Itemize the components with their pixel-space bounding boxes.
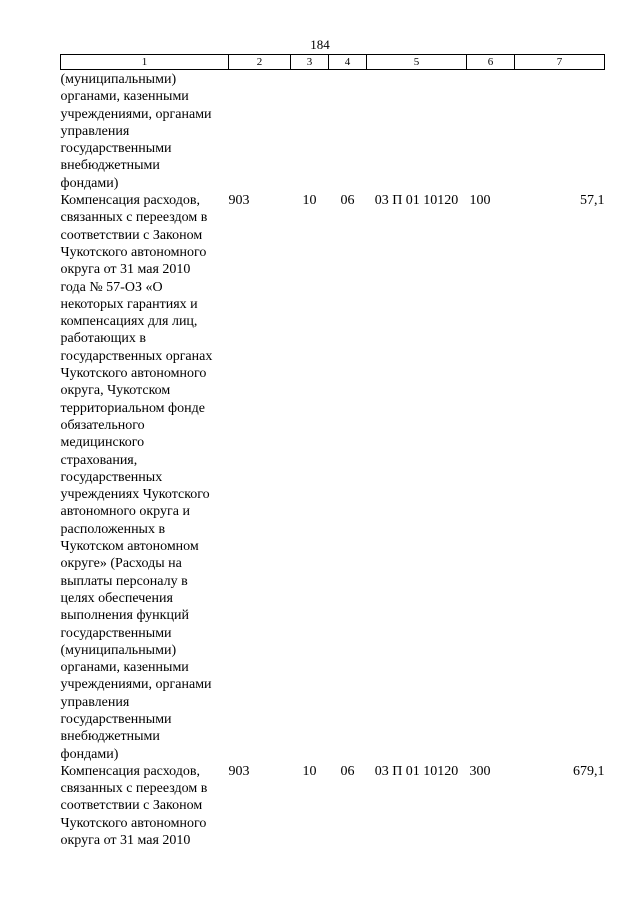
item-name-line: учреждениях Чукотского [60, 487, 210, 503]
item-name-line: органами, казенными [60, 89, 189, 105]
item-name-cell [61, 71, 229, 192]
budget-table [60, 54, 605, 849]
item-name-line: фондами) [60, 746, 119, 762]
item-name-line: управления [60, 694, 130, 710]
item-name-line: Чукотского автономного [60, 366, 207, 382]
item-name-line: целях обеспечения [60, 590, 173, 606]
item-name-line: государственными [60, 141, 172, 157]
item-name-line: государственных органах [60, 348, 213, 364]
table-row [61, 763, 605, 849]
item-name-line: Компенсация расходов, [60, 763, 200, 779]
item-name-line: страхования, [60, 452, 138, 468]
item-name-line: государственными [60, 625, 172, 641]
item-name-line: учреждениями, органами [60, 677, 212, 693]
item-name-line: связанных с переездом в [60, 781, 208, 797]
csr-cell [367, 71, 467, 192]
csr-cell: 03 П 01 10120 [374, 193, 459, 209]
razdel-cell: 10 [302, 763, 317, 779]
item-name-line: года № 57-ОЗ «О [60, 279, 163, 295]
item-name-line: Чукотском автономном [60, 539, 199, 555]
item-name-line: управления [60, 123, 130, 139]
item-name-line: органами, казенными [60, 660, 189, 676]
item-name-line: (муниципальными) [60, 72, 177, 87]
item-name-line: связанных с переездом в [60, 210, 208, 226]
header-row [61, 55, 605, 70]
item-name-line: работающих в [60, 331, 146, 347]
grbs-cell: 903 [228, 193, 250, 209]
item-name-line: некоторых гарантиях и [60, 296, 198, 312]
item-name-line: учреждениями, органами [60, 106, 212, 122]
vr-cell: 100 [469, 193, 491, 209]
item-name-line: округе» (Расходы на [60, 556, 182, 572]
item-name-line: внебюджетными [60, 729, 160, 745]
sum-cell: 57,1 [580, 193, 605, 209]
vr-cell [467, 71, 515, 192]
podrazdel-cell: 06 [340, 193, 355, 209]
item-name-line: внебюджетными [60, 158, 160, 174]
item-name-line: компенсациях для лиц, [60, 314, 198, 330]
item-name-line: Компенсация расходов, [60, 193, 200, 209]
podrazdel-cell: 06 [340, 763, 355, 779]
sum-cell [515, 71, 605, 192]
csr-cell: 03 П 01 10120 [374, 763, 459, 779]
table-body [61, 70, 605, 850]
item-name-line: соответствии с Законом [60, 227, 203, 243]
sum-cell: 679,1 [573, 763, 605, 779]
item-name-line: округа от 31 мая 2010 [60, 262, 191, 278]
item-name-line: обязательного [60, 417, 145, 433]
item-name-line: государственными [60, 711, 172, 727]
item-name-line: государственных [60, 469, 163, 485]
header-col-1: 1 [61, 55, 229, 70]
table-header [61, 55, 605, 70]
item-name-line: округа от 31 мая 2010 [60, 833, 191, 849]
item-name-line: выполнения функций [60, 608, 189, 624]
header-col-6: 6 [467, 55, 515, 70]
item-name-cell [61, 763, 229, 849]
razdel-cell [291, 71, 329, 192]
table-row [61, 192, 605, 763]
header-col-5: 5 [367, 55, 467, 70]
item-name-line: округа, Чукотском [60, 383, 171, 399]
vr-cell: 300 [469, 763, 491, 779]
item-name-line: территориальном фонде [60, 400, 205, 416]
podrazdel-cell [329, 71, 367, 192]
item-name-line: Чукотского автономного [60, 244, 207, 260]
header-col-7: 7 [515, 55, 605, 70]
header-col-2: 2 [229, 55, 291, 70]
header-col-4: 4 [329, 55, 367, 70]
item-name-line: (муниципальными) [60, 642, 177, 658]
item-name-line: Чукотского автономного [60, 815, 207, 831]
grbs-cell: 903 [228, 763, 250, 779]
table-row [61, 71, 605, 192]
item-name-line: медицинского [60, 435, 145, 451]
item-name-line: автономного округа и [60, 504, 190, 520]
item-name-line: фондами) [60, 175, 119, 191]
item-name-line: выплаты персоналу в [60, 573, 188, 589]
grbs-cell [229, 71, 291, 192]
item-name-line: расположенных в [60, 521, 166, 537]
item-name-cell [61, 192, 229, 763]
page-number: 184 [310, 37, 330, 52]
header-col-3: 3 [291, 55, 329, 70]
razdel-cell: 10 [302, 193, 317, 209]
item-name-line: соответствии с Законом [60, 798, 203, 814]
